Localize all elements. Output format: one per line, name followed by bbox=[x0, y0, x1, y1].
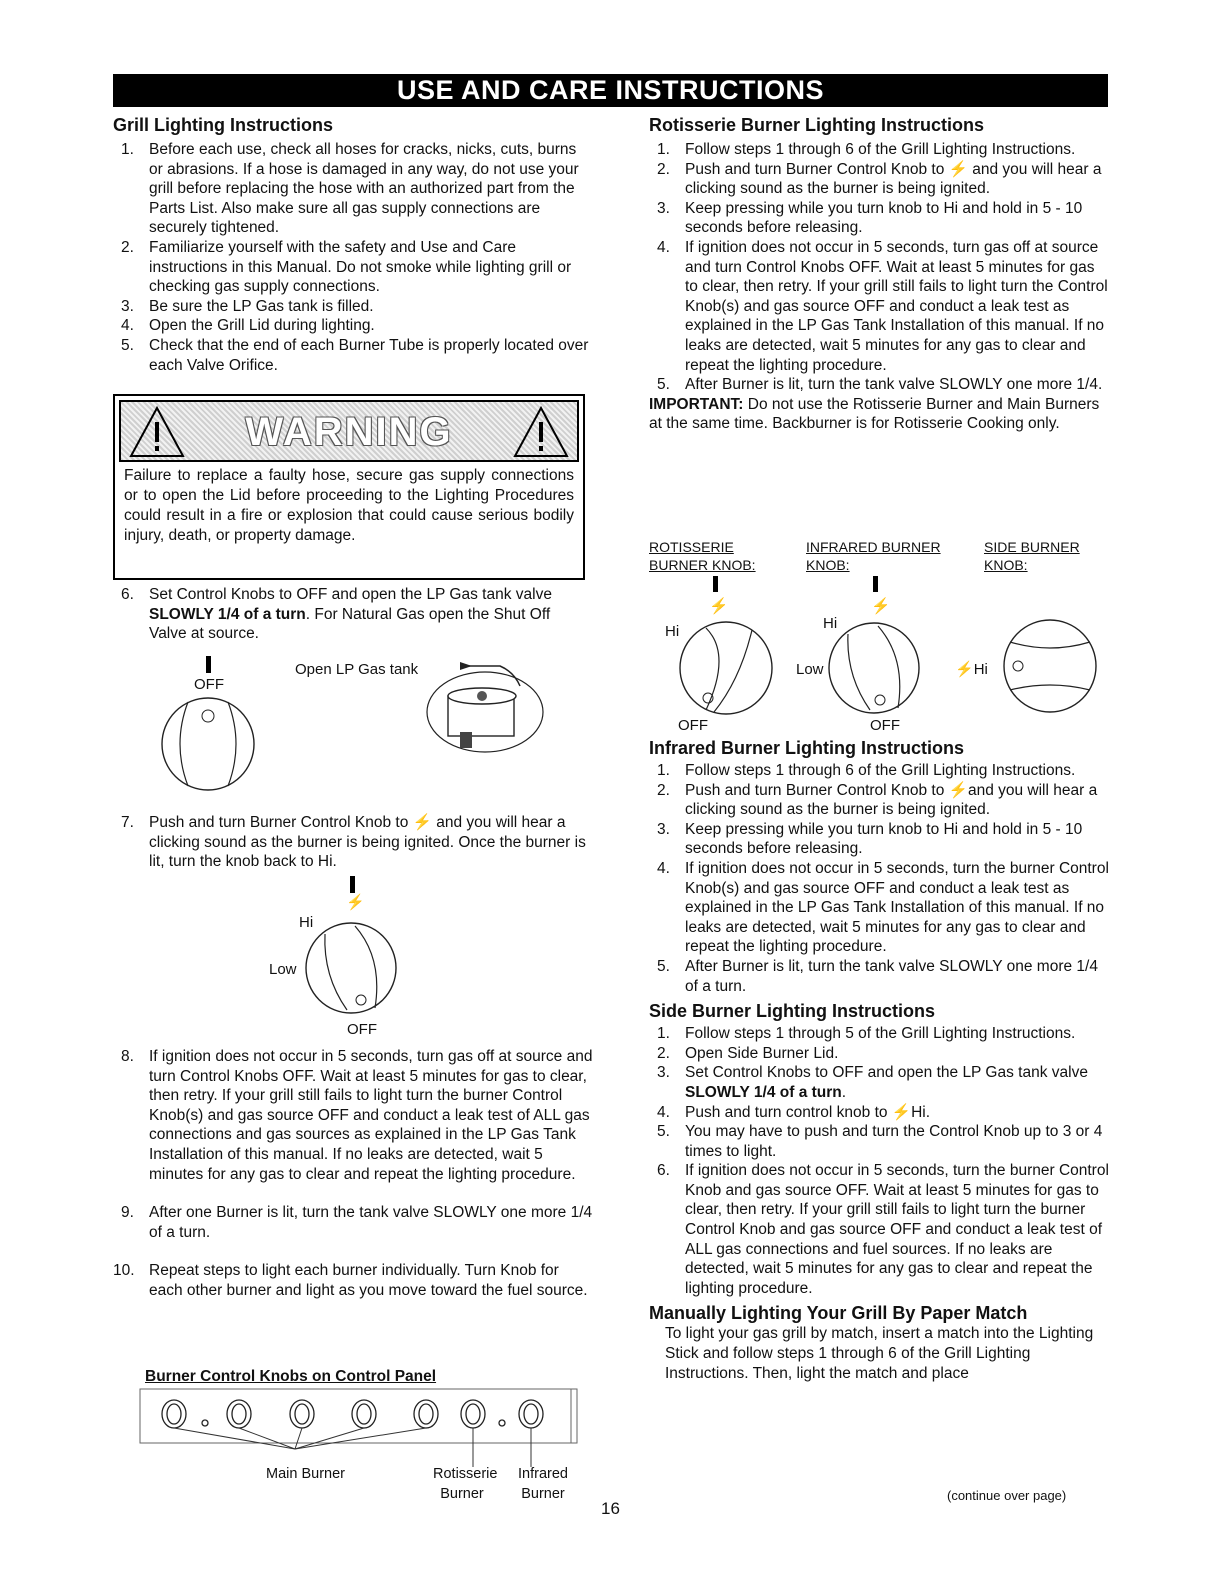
rotisserie-title: Rotisserie Burner Lighting Instructions bbox=[649, 115, 985, 135]
side-step-3: 3. Set Control Knobs to OFF and open the LP Gas tank valve SLOWLY 1/4 of a turn. bbox=[657, 1064, 1088, 1101]
warning-box bbox=[113, 394, 585, 580]
pointer-mark bbox=[873, 576, 878, 592]
infrared-title: Infrared Burner Lighting Instructions bbox=[649, 738, 965, 758]
side-burner-title: Side Burner Lighting Instructions bbox=[649, 1001, 936, 1022]
paper-match-title: Manually Lighting Your Grill By Paper Match bbox=[649, 1303, 1028, 1324]
list-item: 1. Follow steps 1 through 6 of the Grill Lighting Instructions. bbox=[657, 762, 1076, 779]
ignite-icon: ⚡ bbox=[871, 598, 891, 615]
list-item: 2. Open Side Burner Lid. bbox=[657, 1044, 839, 1062]
fig2-off-label: OFF bbox=[347, 1021, 377, 1038]
infrared-steps-list bbox=[649, 761, 1111, 996]
ignite-icon: ⚡ bbox=[955, 661, 974, 678]
warning-word: WARNING bbox=[245, 410, 453, 454]
rotisserie-knob-diagram bbox=[676, 620, 776, 720]
rot-hi-label: Hi bbox=[665, 623, 680, 640]
pointer-mark bbox=[350, 876, 355, 893]
ignite-icon: ⚡ bbox=[709, 598, 729, 615]
list-item: 4. If ignition does not occur in 5 seconds, turn the burner Control Knob(s) and gas source OFF and conduct a leak test as explained in the LP Gas Tank Installation of this manual. If no leaks are detected, wait 5 minutes for any gas to clear and repeat the lighting procedure. bbox=[657, 859, 1109, 956]
list-item: 5. You may have to push and turn the Control Knob up to 3 or 4 times to light. bbox=[657, 1123, 1103, 1160]
fig2-hi-label: Hi bbox=[299, 914, 314, 931]
side-steps-list-b bbox=[649, 1103, 1111, 1299]
infrared-label: Infrared Burner bbox=[518, 1466, 568, 1502]
warning-text: Failure to replace a faulty hose, secure gas supply connections or to open the Lid before proceeding to the Lighting Procedures could result in a fire or explosion that could cause serious bodily injury, death, or property damage. bbox=[124, 467, 574, 544]
ir-hi-label: Hi bbox=[823, 615, 838, 632]
side-burner-knob-diagram bbox=[1000, 618, 1100, 718]
warning-banner bbox=[119, 400, 579, 462]
step-8: 8. If ignition does not occur in 5 seconds, turn gas off at source and turn Control Knobs OFF. Wait at least 5 minutes for gas to clear, then retry. If your grill still fails to light turn the burner Control Knob(s) and gas source OFF and conduct a leak test of ALL gas connections and gas sources as explained in the LP Gas Tank Installation of this manual. If no leaks are detected, wait 5 minutes for any gas to clear and repeat the lighting procedure. bbox=[121, 1048, 593, 1183]
list-item: 2. Push and turn Burner Control Knob to ⚡ and you will hear a clicking sound as the burner is being ignited. bbox=[657, 160, 1102, 198]
main-burner-label: Main Burner bbox=[266, 1466, 345, 1482]
paper-match-text: To light your gas grill by match, insert a match into the Lighting Stick and follow steps 1 through 6 of the Grill Lighting Instructions. Then, light the match and place bbox=[665, 1325, 1094, 1382]
rot-off-label: OFF bbox=[678, 717, 708, 734]
page-title: USE AND CARE INSTRUCTIONS bbox=[113, 74, 1108, 107]
rotisserie-knob-header: ROTISSERIE BURNER KNOB: bbox=[649, 539, 756, 573]
fig1-off-label: OFF bbox=[194, 676, 224, 693]
open-lp-tank-label: Open LP Gas tank bbox=[295, 661, 419, 678]
pointer-mark bbox=[206, 656, 211, 673]
control-knob-off-diagram bbox=[158, 694, 258, 804]
step-9: 9. After one Burner is lit, turn the tank valve SLOWLY one more 1/4 of a turn. bbox=[121, 1204, 593, 1241]
list-item: 3. Keep pressing while you turn knob to Hi and hold in 5 - 10 seconds before releasing. bbox=[657, 820, 1083, 858]
fig2-low-label: Low bbox=[269, 961, 297, 978]
list-item: 4. Open the Grill Lid during lighting. bbox=[121, 317, 375, 335]
steps-8-10 bbox=[113, 1047, 593, 1301]
side-knob-header: SIDE BURNER KNOB: bbox=[984, 539, 1080, 573]
warning-triangle-icon bbox=[511, 404, 571, 460]
important-note: IMPORTANT: Do not use the Rotisserie Burner and Main Burners at the same time. Backburner is for Rotisserie Cooking only. bbox=[649, 395, 1100, 433]
list-item: 1. Follow steps 1 through 5 of the Grill Lighting Instructions. bbox=[657, 1025, 1076, 1043]
list-item: 6. If ignition does not occur in 5 seconds, turn the burner Control Knob and gas source OFF. Wait at least 5 minutes for gas to clear, then retry. If your grill still fails to light turn the burner Control Knob and gas source OFF and conduct a leak test of ALL gas connections and fuel sources. If no leaks are detected, wait 5 minutes for any gas to clear and repeat the lighting procedure. bbox=[657, 1162, 1109, 1297]
list-item: 5. After Burner is lit, turn the tank valve SLOWLY one more 1/4. bbox=[657, 376, 1103, 394]
infrared-knob-header: INFRARED BURNER KNOB: bbox=[806, 539, 941, 573]
list-item: 3. Keep pressing while you turn knob to Hi and hold in 5 - 10 seconds before releasing. bbox=[657, 199, 1083, 237]
list-item: 4. If ignition does not occur in 5 seconds, turn gas off at source and turn Control Knobs OFF. Wait at least 5 minutes for gas to clear, then retry. If your grill still fails to light turn the Control Knob(s) and gas source OFF and conduct a leak test as explained in the LP Gas Tank Installation of this manual. If no leaks are detected, wait 5 minutes for any gas to clear and repeat the lighting procedure. bbox=[657, 238, 1108, 374]
continue-note: (continue over page) bbox=[947, 1488, 1067, 1503]
ignite-icon: ⚡ bbox=[346, 894, 365, 911]
control-panel-title: Burner Control Knobs on Control Panel bbox=[145, 1368, 437, 1385]
list-item: 1. Before each use, check all hoses for cracks, nicks, cuts, burns or abrasions. If a hose is damaged in any way, do not use your grill before replacing the hose with an authorized part from the Parts List. Also make sure all gas supply connections are securely tightened. bbox=[121, 141, 579, 237]
grill-lighting-section bbox=[113, 114, 593, 375]
rotisserie-section bbox=[649, 114, 1111, 434]
step-10: 10. Repeat steps to light each burner individually. Turn Knob for each other burner and light as you move toward the fuel source. bbox=[113, 1262, 588, 1299]
list-item: 2. Familiarize yourself with the safety and Use and Care instructions in this Manual. Do not smoke while lighting grill or checking gas supply connections. bbox=[121, 238, 572, 296]
list-item: 5. After Burner is lit, turn the tank valve SLOWLY one more 1/4 of a turn. bbox=[657, 957, 1098, 995]
list-item: 2. Push and turn Burner Control Knob to ⚡and you will hear a clicking sound as the burner is being ignited. bbox=[657, 781, 1098, 819]
control-knob-hi-diagram bbox=[303, 918, 403, 1018]
list-item: 1. Follow steps 1 through 6 of the Grill Lighting Instructions. bbox=[657, 141, 1076, 158]
page-number: 16 bbox=[601, 1499, 620, 1518]
list-item: 5. Check that the end of each Burner Tube is properly located over each Valve Orifice. bbox=[121, 336, 589, 374]
infrared-section bbox=[649, 737, 1111, 1383]
grill-lighting-title: Grill Lighting Instructions bbox=[113, 115, 333, 135]
lp-tank-valve-icon bbox=[390, 652, 550, 772]
rotisserie-steps-list bbox=[649, 140, 1111, 395]
infrared-knob-diagram bbox=[826, 618, 926, 718]
side-hi-label: ⚡Hi bbox=[955, 661, 988, 678]
pointer-mark bbox=[713, 576, 718, 592]
ir-low-label: Low bbox=[796, 661, 824, 678]
rotisserie-label: Rotisserie Burner bbox=[433, 1466, 498, 1502]
step-7: 7. Push and turn Burner Control Knob to ⚡ and you will hear a clicking sound as the burner is being ignited. Once the burner is lit, turn the knob back to Hi. bbox=[121, 814, 586, 871]
grill-steps-list bbox=[113, 140, 593, 375]
step-6: 6. Set Control Knobs to OFF and open the LP Gas tank valve SLOWLY 1/4 of a turn. For Natural Gas open the Shut Off Valve at source. bbox=[121, 586, 552, 643]
control-panel-diagram bbox=[140, 1389, 580, 1449]
list-item: 4. Push and turn control knob to ⚡Hi. bbox=[657, 1103, 931, 1121]
ir-off-label: OFF bbox=[870, 717, 900, 734]
list-item: 3. Be sure the LP Gas tank is filled. bbox=[121, 297, 374, 315]
side-steps-list bbox=[649, 1024, 1111, 1063]
